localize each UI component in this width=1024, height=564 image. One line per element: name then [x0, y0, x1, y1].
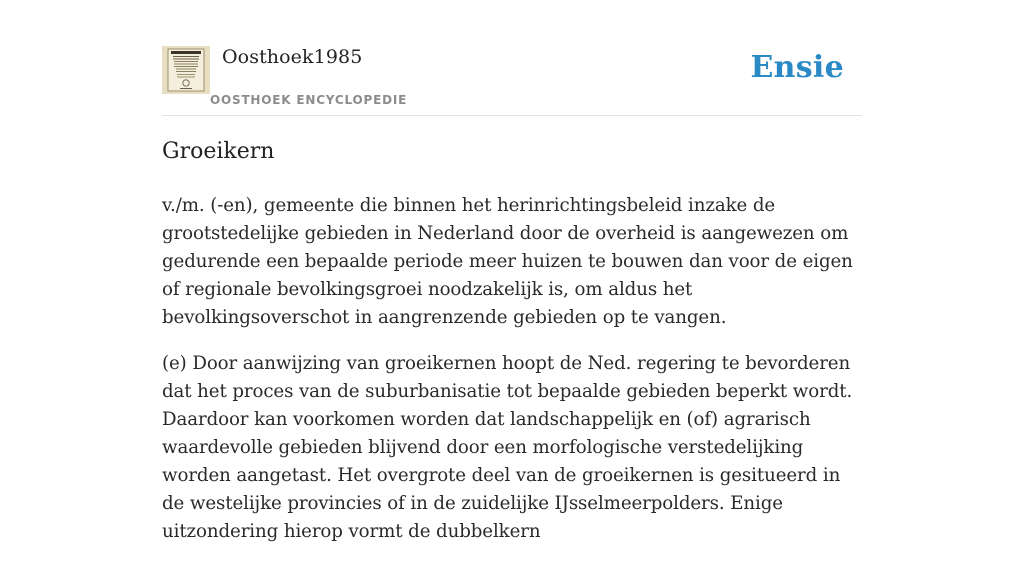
page	[162, 0, 862, 542]
article-paragraph: (e) Door aanwijzing van groeikernen hoopt de Ned. regering te bevorderen dat het proces van de suburbanisatie tot bepaalde gebieden beperkt wordt. Daardoor kan voorkomen worden dat landschappelijk en (of) agrarisch waardevolle gebieden blijvend door een morfologische verstedelijking worden aangetast. Het overgrote deel van de groeikernen is gesitueerd in de westelijke provincies of in de zuidelijke IJsselmeerpolders. Enige uitzondering hierop vormt de dubbelkern	[162, 353, 853, 542]
article-title: Groeikern	[162, 139, 275, 164]
article-body	[162, 192, 862, 564]
brand-logo[interactable]: Ensie	[750, 50, 844, 85]
encyclopedia-cover-icon	[162, 46, 210, 94]
header	[162, 0, 862, 116]
article-paragraph: v./m. (-en), gemeente die binnen het herinrichtingsbeleid inzake de grootstedelijke gebieden in Nederland door de overheid is aangewezen om gedurende een bepaalde periode meer huizen te bouwen dan voor de eigen of regionale bevolkingsgroei noodzakelijk is, om aldus het bevolkingsoverschot in aangrenzende gebieden op te vangen.	[162, 195, 853, 328]
avatar[interactable]	[162, 46, 210, 94]
source-label[interactable]: OOSTHOEK ENCYCLOPEDIE	[210, 93, 408, 107]
username[interactable]: Oosthoek1985	[222, 46, 363, 68]
